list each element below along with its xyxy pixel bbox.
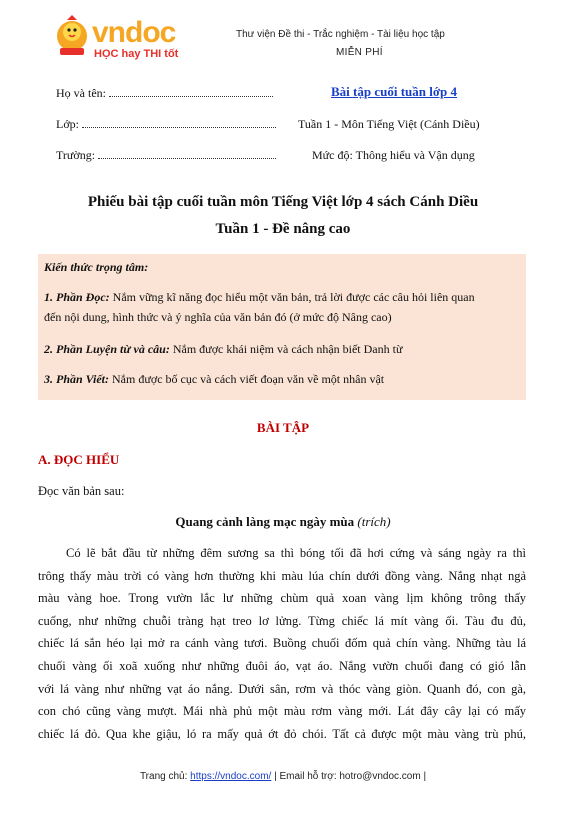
knowledge-item-reading <box>44 288 522 306</box>
difficulty-level: Mức độ: Thông hiểu và Vận dụng <box>312 148 475 162</box>
logo-slogan-part2: THI tốt <box>143 48 179 60</box>
passage-title-text: Quang cảnh làng mạc ngày mùa <box>175 514 358 529</box>
school-blank <box>98 149 276 159</box>
footer-home-label: Trang chủ: <box>139 771 191 782</box>
name-label: Họ và tên: <box>56 86 106 100</box>
reading-instruction: Đọc văn bản sau: <box>38 484 125 498</box>
passage-title <box>0 514 566 530</box>
vndoc-logo[interactable] <box>52 14 202 62</box>
mascot-icon <box>52 14 92 60</box>
week-subject: Tuần 1 - Môn Tiếng Việt (Cánh Diều) <box>298 117 480 131</box>
knowledge-item-writing-label: 3. Phần Viết: <box>44 372 110 386</box>
page-header <box>0 0 566 70</box>
knowledge-item-writing-text: Nắm được bố cục và cách viết đoạn văn về một nhân vật <box>109 372 385 386</box>
name-blank <box>109 87 273 97</box>
knowledge-item-vocab-label: 2. Phần Luyện từ và câu: <box>44 342 170 356</box>
knowledge-item-reading-text: Nắm vững kĩ năng đọc hiểu một văn bản, trả lời được các câu hỏi liên quan <box>109 290 475 304</box>
header-tagline-free: MIỄN PHÍ <box>336 47 383 58</box>
passage-line: trông thấy màu trời có vàng hơn thường khi màu lúa chín dưới đồng vàng. Nắng nhạt ngả <box>38 568 526 583</box>
passage-line: với lá vàng như những vạt áo nắng. Dưới sân, rơm và thóc vàng giòn. Quanh đó, con gà, <box>38 681 526 696</box>
class-field <box>56 117 276 132</box>
passage-line: chiếc lá đỏ. Qua khe giậu, ló ra mấy quả ớt đỏ chói. Tất cả được một màu vàng trù phú, <box>38 726 526 741</box>
footer-email: | Email hỗ trợ: hotro@vndoc.com | <box>271 771 427 782</box>
section-a-heading: A. ĐỌC HIỂU <box>38 452 120 467</box>
school-field <box>56 148 276 163</box>
page-subtitle: Tuần 1 - Đề nâng cao <box>215 221 351 237</box>
passage-line: Có lẽ bắt đầu từ những đêm sương sa thì bóng tối đã hơi cứng và sáng ngày ra thì <box>66 546 526 560</box>
exercise-link-text[interactable]: Bài tập cuối tuần lớp 4 <box>331 84 458 99</box>
knowledge-item-reading-cont: đến nội dung, hình thức và ý nghĩa của văn bản đó (ở mức độ Nâng cao) <box>44 310 392 324</box>
page-title: Phiếu bài tập cuối tuần môn Tiếng Việt lớp 4 sách Cánh Diều <box>87 194 479 210</box>
knowledge-item-vocab-text: Nắm được khái niệm và cách nhận biết Danh từ <box>169 342 403 356</box>
class-blank <box>82 118 276 128</box>
passage-line: con chó cũng vàng mượt. Mái nhà phủ một màu rơm vàng mới. Lát đây cây lại có mấy <box>38 704 526 719</box>
knowledge-heading <box>44 258 522 276</box>
logo-slogan-part1: HỌC hay <box>94 48 144 60</box>
passage-line: màu vàng hoe. Trong vườn lắc lư những chùm quả xoan vàng lịm không trông thấy <box>38 591 526 606</box>
logo-wordmark: vndoc <box>92 16 176 49</box>
knowledge-item-reading-label: 1. Phần Đọc: <box>44 290 110 304</box>
footer-home-link[interactable]: https://vndoc.com/ <box>190 771 272 782</box>
page-footer <box>0 771 566 782</box>
passage-line: chuối vàng ối xoã xuống như những đuôi áo, vạt áo. Nắng vườn chuối đang có gió lẫn <box>38 658 526 673</box>
knowledge-item-writing <box>44 370 522 388</box>
knowledge-item-vocab <box>44 340 522 358</box>
exercise-heading: BÀI TẬP <box>256 420 310 435</box>
passage-title-note: (trích) <box>357 514 391 529</box>
header-tagline: Thư viện Đề thi - Trắc nghiệm - Tài liệu học tập <box>236 29 445 40</box>
exercise-link[interactable] <box>331 84 457 100</box>
knowledge-heading-text: Kiến thức trọng tâm: <box>44 260 149 274</box>
class-label: Lớp: <box>56 117 80 131</box>
reading-passage <box>38 542 526 745</box>
passage-line: cuống, như những chuỗi tràng hạt treo lơ lửng. Từng chiếc lá mít vàng ối. Tàu đu đủ, <box>38 613 526 628</box>
passage-line: chiếc lá sắn héo lại mở ra cánh vàng tươi. Buồng chuối đốm quả chín vàng. Những tàu lá <box>38 636 526 651</box>
logo-slogan <box>94 48 178 60</box>
school-label: Trường: <box>56 148 96 162</box>
key-knowledge-box <box>38 254 526 400</box>
name-field <box>56 86 273 101</box>
